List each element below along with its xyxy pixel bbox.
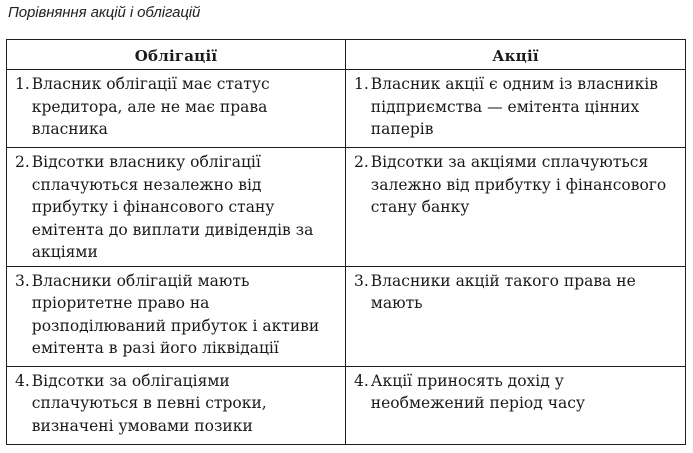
bonds-text: Власник облігації має статус кредитора, але не має права власника: [31, 75, 270, 138]
comparison-table: [6, 39, 686, 445]
table-row: [7, 266, 686, 366]
item-number: 2.: [15, 153, 30, 171]
bonds-column-header: Облігації: [7, 40, 346, 70]
shares-text: Відсотки за акціями сплачуються залежно від прибутку і фінансового стану банку: [370, 153, 667, 216]
shares-text: Власники акцій такого права не мають: [370, 271, 636, 312]
shares-cell: [346, 266, 686, 366]
header-row: [7, 40, 686, 70]
shares-cell: [346, 366, 686, 444]
shares-text: Власник акції є одним із власників підприємства — емітента цінних паперів: [370, 75, 658, 138]
item-number: 4.: [15, 371, 30, 390]
bonds-text: Відсотки власнику облігації сплачуються незалежно від прибутку і фінансового стану емітента до виплати дивідендів за акціями: [31, 153, 314, 261]
bonds-cell: [7, 266, 346, 366]
bonds-text: Власники облігацій мають пріоритетне право на розподілюваний прибуток і активи емітента в разі його ліквідації: [31, 271, 320, 357]
shares-text: Акції приносять дохід у необмежений період часу: [370, 371, 586, 412]
shares-column-header: Акції: [346, 40, 686, 70]
item-number: 1.: [15, 75, 30, 93]
table-caption: Порівняння акцій і облігацій: [8, 4, 201, 21]
shares-cell: [346, 70, 686, 148]
bonds-cell: [7, 366, 346, 444]
item-number: 4.: [354, 371, 369, 390]
item-number: 3.: [15, 271, 30, 290]
shares-cell: [346, 148, 686, 267]
bonds-text: Відсотки за облігаціями сплачуються в певні строки, визначені умовами позики: [31, 371, 267, 435]
item-number: 1.: [354, 75, 369, 93]
item-number: 3.: [354, 271, 369, 290]
table-row: [7, 148, 686, 267]
table-row: [7, 366, 686, 444]
bonds-cell: [7, 148, 346, 267]
table-row: [7, 70, 686, 148]
item-number: 2.: [354, 153, 369, 171]
bonds-cell: [7, 70, 346, 148]
